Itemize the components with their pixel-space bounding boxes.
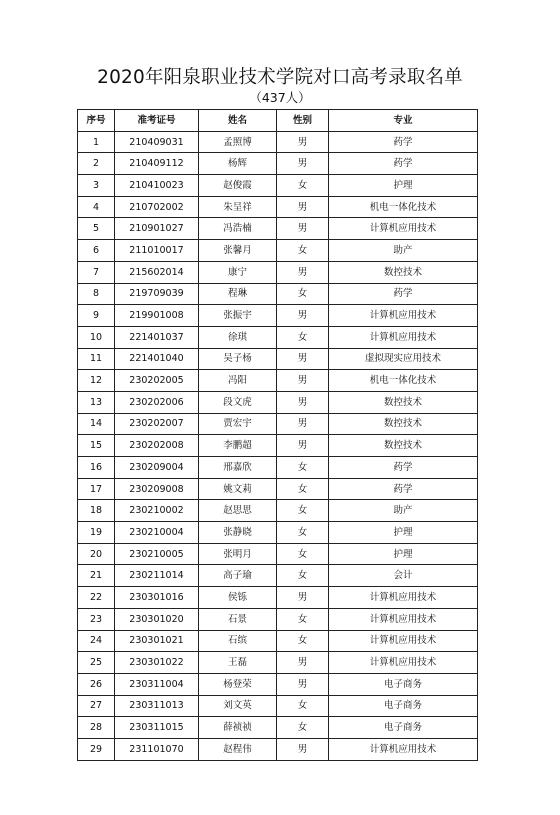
cell-name: 王磊 [199, 652, 277, 674]
cell-index: 7 [78, 261, 115, 283]
cell-exam-number: 219709039 [115, 283, 199, 305]
cell-exam-number: 211010017 [115, 240, 199, 262]
cell-gender: 男 [277, 435, 329, 457]
table-row [78, 717, 478, 739]
cell-major: 机电一体化技术 [329, 196, 478, 218]
cell-name: 贾宏宇 [199, 413, 277, 435]
cell-name: 赵俊霞 [199, 175, 277, 197]
cell-gender: 女 [277, 500, 329, 522]
cell-index: 17 [78, 478, 115, 500]
cell-exam-number: 230202006 [115, 391, 199, 413]
cell-gender: 女 [277, 608, 329, 630]
cell-index: 18 [78, 500, 115, 522]
header-name: 姓名 [199, 110, 277, 132]
cell-index: 9 [78, 305, 115, 327]
document-title: 2020年阳泉职业技术学院对口高考录取名单 [97, 67, 463, 88]
cell-major: 计算机应用技术 [329, 305, 478, 327]
table-row [78, 500, 478, 522]
cell-major: 药学 [329, 457, 478, 479]
cell-index: 13 [78, 391, 115, 413]
cell-exam-number: 210702002 [115, 196, 199, 218]
cell-gender: 男 [277, 673, 329, 695]
cell-major: 会计 [329, 565, 478, 587]
cell-name: 邢嘉欣 [199, 457, 277, 479]
cell-gender: 女 [277, 695, 329, 717]
cell-exam-number: 230301016 [115, 587, 199, 609]
cell-index: 21 [78, 565, 115, 587]
cell-index: 15 [78, 435, 115, 457]
cell-major: 护理 [329, 543, 478, 565]
cell-gender: 男 [277, 738, 329, 760]
cell-exam-number: 230209008 [115, 478, 199, 500]
cell-gender: 女 [277, 478, 329, 500]
cell-index: 1 [78, 131, 115, 153]
cell-name: 康宁 [199, 261, 277, 283]
cell-exam-number: 230311004 [115, 673, 199, 695]
cell-exam-number: 230301022 [115, 652, 199, 674]
table-row [78, 240, 478, 262]
cell-name: 李鹏超 [199, 435, 277, 457]
cell-gender: 女 [277, 175, 329, 197]
cell-major: 计算机应用技术 [329, 326, 478, 348]
cell-gender: 女 [277, 630, 329, 652]
cell-name: 朱呈祥 [199, 196, 277, 218]
table-row [78, 738, 478, 760]
cell-gender: 男 [277, 131, 329, 153]
cell-exam-number: 221401037 [115, 326, 199, 348]
table-row [78, 543, 478, 565]
cell-major: 数控技术 [329, 391, 478, 413]
table-row [78, 370, 478, 392]
cell-index: 23 [78, 608, 115, 630]
table-row [78, 652, 478, 674]
cell-gender: 男 [277, 391, 329, 413]
cell-exam-number: 230210002 [115, 500, 199, 522]
cell-exam-number: 221401040 [115, 348, 199, 370]
cell-gender: 女 [277, 283, 329, 305]
cell-exam-number: 230311015 [115, 717, 199, 739]
cell-name: 孟照博 [199, 131, 277, 153]
cell-exam-number: 230301020 [115, 608, 199, 630]
cell-index: 2 [78, 153, 115, 175]
cell-index: 14 [78, 413, 115, 435]
cell-gender: 男 [277, 413, 329, 435]
cell-exam-number: 230202008 [115, 435, 199, 457]
cell-index: 25 [78, 652, 115, 674]
table-row [78, 196, 478, 218]
cell-gender: 女 [277, 717, 329, 739]
cell-exam-number: 210901027 [115, 218, 199, 240]
cell-index: 24 [78, 630, 115, 652]
cell-gender: 男 [277, 587, 329, 609]
table-row [78, 218, 478, 240]
cell-name: 杨辉 [199, 153, 277, 175]
cell-index: 29 [78, 738, 115, 760]
cell-name: 杨登荣 [199, 673, 277, 695]
cell-gender: 男 [277, 261, 329, 283]
cell-gender: 男 [277, 305, 329, 327]
cell-gender: 男 [277, 370, 329, 392]
table-row [78, 261, 478, 283]
table-row [78, 283, 478, 305]
cell-gender: 女 [277, 457, 329, 479]
cell-major: 护理 [329, 522, 478, 544]
header-index: 序号 [78, 110, 115, 132]
admission-table [77, 109, 478, 761]
cell-major: 数控技术 [329, 261, 478, 283]
cell-index: 22 [78, 587, 115, 609]
cell-exam-number: 215602014 [115, 261, 199, 283]
cell-index: 11 [78, 348, 115, 370]
cell-exam-number: 230311013 [115, 695, 199, 717]
cell-major: 电子商务 [329, 673, 478, 695]
cell-name: 冯阳 [199, 370, 277, 392]
table-row [78, 608, 478, 630]
cell-gender: 男 [277, 652, 329, 674]
cell-major: 药学 [329, 283, 478, 305]
cell-index: 3 [78, 175, 115, 197]
cell-name: 赵思思 [199, 500, 277, 522]
header-exam-number: 准考证号 [115, 110, 199, 132]
cell-major: 虚拟现实应用技术 [329, 348, 478, 370]
header-gender: 性别 [277, 110, 329, 132]
cell-name: 张馨月 [199, 240, 277, 262]
cell-name: 石景 [199, 608, 277, 630]
cell-exam-number: 230211014 [115, 565, 199, 587]
cell-gender: 男 [277, 348, 329, 370]
table-row [78, 153, 478, 175]
cell-major: 药学 [329, 131, 478, 153]
cell-name: 赵程伟 [199, 738, 277, 760]
cell-name: 侯铄 [199, 587, 277, 609]
cell-exam-number: 210409112 [115, 153, 199, 175]
cell-exam-number: 230210004 [115, 522, 199, 544]
cell-major: 计算机应用技术 [329, 608, 478, 630]
table-row [78, 175, 478, 197]
cell-exam-number: 230209004 [115, 457, 199, 479]
table-row [78, 413, 478, 435]
table-row [78, 630, 478, 652]
cell-index: 16 [78, 457, 115, 479]
cell-index: 10 [78, 326, 115, 348]
admission-count: （437人） [249, 90, 311, 105]
cell-major: 电子商务 [329, 695, 478, 717]
cell-name: 石缤 [199, 630, 277, 652]
cell-gender: 男 [277, 196, 329, 218]
cell-major: 药学 [329, 153, 478, 175]
cell-exam-number: 219901008 [115, 305, 199, 327]
cell-major: 电子商务 [329, 717, 478, 739]
cell-exam-number: 230202007 [115, 413, 199, 435]
cell-name: 高子瑜 [199, 565, 277, 587]
table-row [78, 587, 478, 609]
cell-gender: 男 [277, 218, 329, 240]
cell-name: 程琳 [199, 283, 277, 305]
cell-gender: 女 [277, 522, 329, 544]
cell-major: 助产 [329, 240, 478, 262]
cell-index: 8 [78, 283, 115, 305]
cell-gender: 女 [277, 240, 329, 262]
cell-name: 薛祯祯 [199, 717, 277, 739]
table-row [78, 305, 478, 327]
cell-major: 计算机应用技术 [329, 218, 478, 240]
table-row [78, 391, 478, 413]
cell-name: 张静晓 [199, 522, 277, 544]
table-row [78, 522, 478, 544]
cell-name: 吴子杨 [199, 348, 277, 370]
cell-exam-number: 210410023 [115, 175, 199, 197]
cell-index: 5 [78, 218, 115, 240]
cell-index: 28 [78, 717, 115, 739]
cell-major: 机电一体化技术 [329, 370, 478, 392]
table-row [78, 435, 478, 457]
cell-gender: 女 [277, 543, 329, 565]
cell-major: 计算机应用技术 [329, 587, 478, 609]
table-row [78, 326, 478, 348]
cell-gender: 女 [277, 326, 329, 348]
cell-gender: 男 [277, 153, 329, 175]
cell-index: 12 [78, 370, 115, 392]
cell-exam-number: 231101070 [115, 738, 199, 760]
cell-major: 数控技术 [329, 413, 478, 435]
cell-index: 26 [78, 673, 115, 695]
cell-index: 19 [78, 522, 115, 544]
cell-index: 27 [78, 695, 115, 717]
table-body [78, 131, 478, 760]
cell-name: 徐琪 [199, 326, 277, 348]
table-header-row [78, 110, 478, 132]
header-major: 专业 [329, 110, 478, 132]
cell-exam-number: 210409031 [115, 131, 199, 153]
cell-exam-number: 230210005 [115, 543, 199, 565]
cell-exam-number: 230301021 [115, 630, 199, 652]
cell-exam-number: 230202005 [115, 370, 199, 392]
cell-gender: 女 [277, 565, 329, 587]
table-row [78, 457, 478, 479]
cell-major: 数控技术 [329, 435, 478, 457]
cell-name: 段文虎 [199, 391, 277, 413]
cell-index: 4 [78, 196, 115, 218]
table-row [78, 565, 478, 587]
cell-name: 张明月 [199, 543, 277, 565]
cell-major: 护理 [329, 175, 478, 197]
cell-major: 药学 [329, 478, 478, 500]
table-row [78, 348, 478, 370]
table-row [78, 695, 478, 717]
cell-index: 6 [78, 240, 115, 262]
cell-major: 计算机应用技术 [329, 738, 478, 760]
cell-major: 计算机应用技术 [329, 630, 478, 652]
table-row [78, 131, 478, 153]
cell-major: 助产 [329, 500, 478, 522]
table-row [78, 478, 478, 500]
cell-name: 姚文莉 [199, 478, 277, 500]
cell-name: 刘文英 [199, 695, 277, 717]
cell-name: 冯浩楠 [199, 218, 277, 240]
cell-major: 计算机应用技术 [329, 652, 478, 674]
table-row [78, 673, 478, 695]
cell-name: 张振宇 [199, 305, 277, 327]
cell-index: 20 [78, 543, 115, 565]
